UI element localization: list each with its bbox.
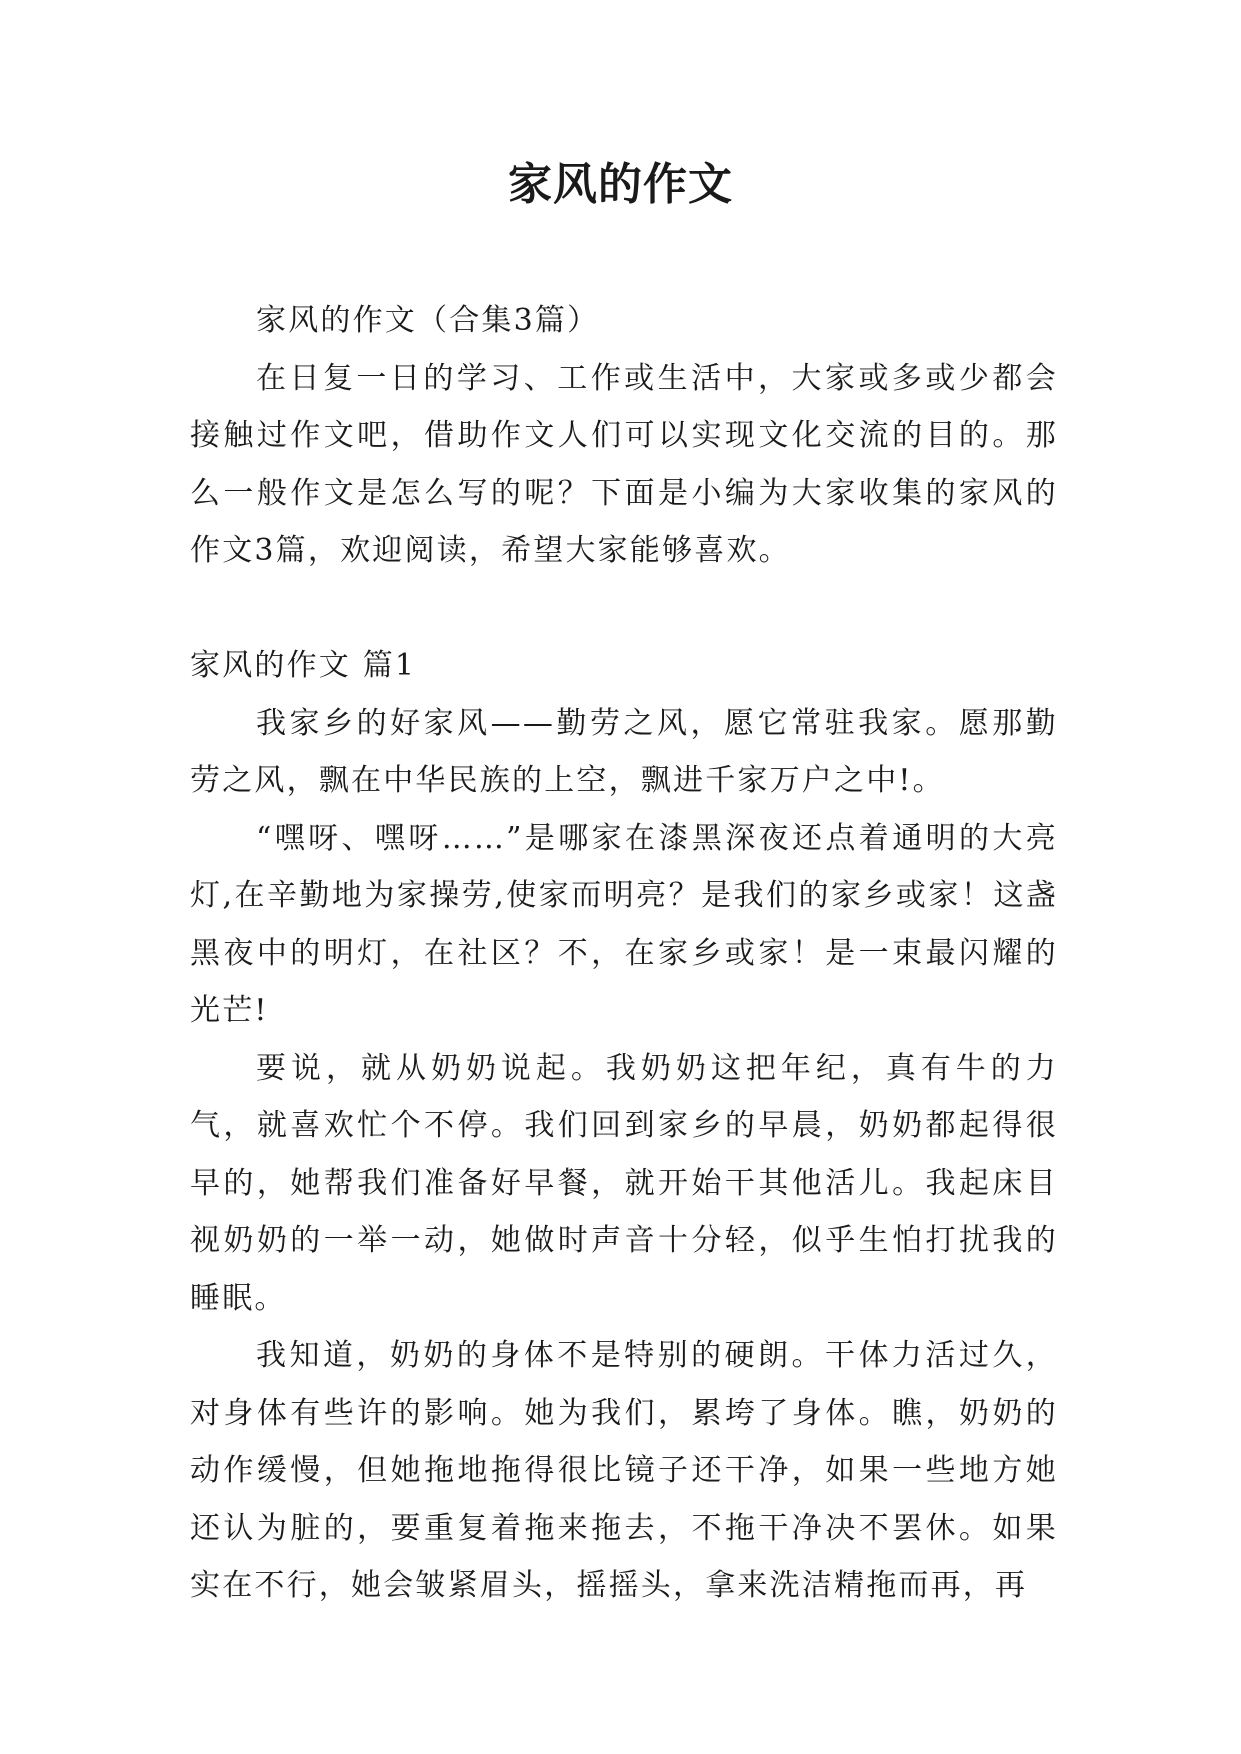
body-paragraph: 我家乡的好家风——勤劳之风，愿它常驻我家。愿那勤劳之风，飘在中华民族的上空，飘进千家万户之中!。 xyxy=(190,705,1058,798)
intro-paragraph: 在日复一日的学习、工作或生活中，大家或多或少都会接触过作文吧，借助作文人们可以实现文化交流的目的。那么一般作文是怎么写的呢？下面是小编为大家收集的家风的作文3篇，欢迎阅读，希望大家能够喜欢。 xyxy=(190,360,1058,568)
body-paragraph: 要说，就从奶奶说起。我奶奶这把年纪，真有牛的力气，就喜欢忙个不停。我们回到家乡的早晨，奶奶都起得很早的，她帮我们准备好早餐，就开始干其他活儿。我起床目视奶奶的一举一动，她做时声音十分轻，似乎生怕打扰我的睡眠。 xyxy=(190,1050,1058,1316)
section-heading: 家风的作文 篇1 xyxy=(190,648,417,683)
body-paragraph: “嘿呀、嘿呀……”是哪家在漆黑深夜还点着通明的大亮灯,在辛勤地为家操劳,使家而明亮？是我们的家乡或家！这盏黑夜中的明灯，在社区？不，在家乡或家！是一束最闪耀的光芒! xyxy=(190,820,1058,1028)
body-paragraph: 我知道，奶奶的身体不是特别的硬朗。干体力活过久，对身体有些许的影响。她为我们，累垮了身体。瞧，奶奶的动作缓慢，但她拖地拖得很比镜子还干净，如果一些地方她还认为脏的，要重复着拖来拖去，不拖干净决不罢休。如果实在不行，她会皱紧眉头，摇摇头，拿来洗洁精拖而再，再 xyxy=(190,1338,1058,1603)
document-title: 家风的作文 xyxy=(508,159,733,210)
document-body xyxy=(190,292,1058,1615)
collection-subtitle: 家风的作文（合集3篇） xyxy=(256,303,600,338)
section-spacer xyxy=(190,580,1058,638)
